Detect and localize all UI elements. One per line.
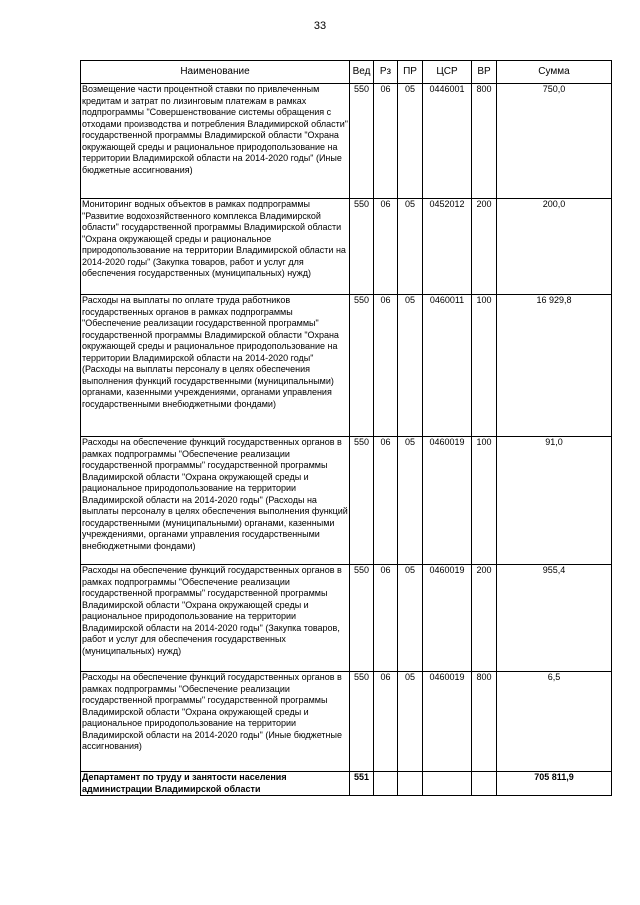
cell-sum: 955,4 [497,565,612,672]
cell-rz: 06 [374,199,398,295]
header-vr: ВР [472,61,497,84]
cell-ved: 550 [350,84,374,199]
cell-pr [398,772,423,796]
cell-ved: 550 [350,295,374,437]
cell-rz [374,772,398,796]
cell-vr: 800 [472,84,497,199]
cell-rz: 06 [374,672,398,772]
cell-ved: 550 [350,565,374,672]
cell-vr: 200 [472,565,497,672]
header-rz: Рз [374,61,398,84]
cell-name: Расходы на обеспечение функций государственных органов в рамках подпрограммы "Обеспечение реализации государственной программы" государственной программы Владимирской области "Охрана окружающей среды и рациональное природопользование на территории Владимирской области на 2014-2020 годы" (Иные бюджетные ассигнования) [81,672,350,772]
cell-vr: 800 [472,672,497,772]
cell-sum: 6,5 [497,672,612,772]
table-header-row [81,61,612,84]
table-row [81,295,612,437]
cell-csr: 0460011 [423,295,472,437]
cell-sum: 16 929,8 [497,295,612,437]
cell-sum: 750,0 [497,84,612,199]
cell-name: Департамент по труду и занятости населения администрации Владимирской области [81,772,350,796]
cell-csr: 0460019 [423,437,472,565]
header-pr: ПР [398,61,423,84]
cell-name: Расходы на обеспечение функций государственных органов в рамках подпрограммы "Обеспечение реализации государственной программы" государственной программы Владимирской области "Охрана окружающей среды и рациональное природопользование на территории Владимирской области на 2014-2020 годы" (Расходы на выплаты персоналу в целях обеспечения выполнения функций государственными (муниципальными) органами, казенными учреждениями, органами управления государственными внебюджетными фондами) [81,437,350,565]
cell-csr: 0460019 [423,672,472,772]
cell-pr: 05 [398,565,423,672]
cell-sum: 91,0 [497,437,612,565]
cell-csr: 0446001 [423,84,472,199]
cell-pr: 05 [398,437,423,565]
cell-name: Возмещение части процентной ставки по привлеченным кредитам и затрат по лизинговым платежам в рамках подпрограммы "Совершенствование системы обращения с отходами производства и потребления Владимирской области" государственной программы Владимирской области "Охрана окружающей среды и рациональное природопользование на территории Владимирской области на 2014-2020 годы" (Иные бюджетные ассигнования) [81,84,350,199]
cell-ved: 550 [350,437,374,565]
cell-rz: 06 [374,565,398,672]
table-row [81,772,612,796]
cell-ved: 550 [350,199,374,295]
cell-vr: 100 [472,437,497,565]
cell-ved: 550 [350,672,374,772]
cell-ved: 551 [350,772,374,796]
cell-sum: 705 811,9 [497,772,612,796]
cell-sum: 200,0 [497,199,612,295]
table-row [81,437,612,565]
header-csr: ЦСР [423,61,472,84]
cell-pr: 05 [398,199,423,295]
cell-pr: 05 [398,672,423,772]
cell-rz: 06 [374,295,398,437]
cell-name: Расходы на выплаты по оплате труда работников государственных органов в рамках подпрограммы "Обеспечение реализации государственной программы" государственной программы Владимирской области "Охрана окружающей среды и рациональное природопользование на территории Владимирской области на 2014-2020 годы" (Расходы на выплаты персоналу в целях обеспечения выполнения функций государственными (муниципальными) органами, казенными учреждениями, органами управления государственными внебюджетными фондами) [81,295,350,437]
cell-vr [472,772,497,796]
table-row [81,565,612,672]
header-name: Наименование [81,61,350,84]
header-sum: Сумма [497,61,612,84]
cell-vr: 100 [472,295,497,437]
table-row [81,199,612,295]
header-ved: Вед [350,61,374,84]
cell-csr: 0460019 [423,565,472,672]
budget-table [80,60,612,796]
page-number: 33 [313,20,327,32]
cell-name: Расходы на обеспечение функций государственных органов в рамках подпрограммы "Обеспечение реализации государственной программы" государственной программы Владимирской области "Охрана окружающей среды и рациональное природопользование на территории Владимирской области на 2014-2020 годы" (Закупка товаров, работ и услуг для обеспечения государственных (муниципальных) нужд) [81,565,350,672]
cell-pr: 05 [398,84,423,199]
table-row [81,672,612,772]
cell-name: Мониторинг водных объектов в рамках подпрограммы "Развитие водохозяйственного комплекса Владимирской области" государственной программы Владимирской области "Охрана окружающей среды и рациональное природопользование на территории Владимирской области на 2014-2020 годы" (Закупка товаров, работ и услуг для обеспечения государственных (муниципальных) нужд) [81,199,350,295]
cell-rz: 06 [374,437,398,565]
cell-pr: 05 [398,295,423,437]
cell-rz: 06 [374,84,398,199]
cell-csr [423,772,472,796]
cell-vr: 200 [472,199,497,295]
table-row [81,84,612,199]
cell-csr: 0452012 [423,199,472,295]
